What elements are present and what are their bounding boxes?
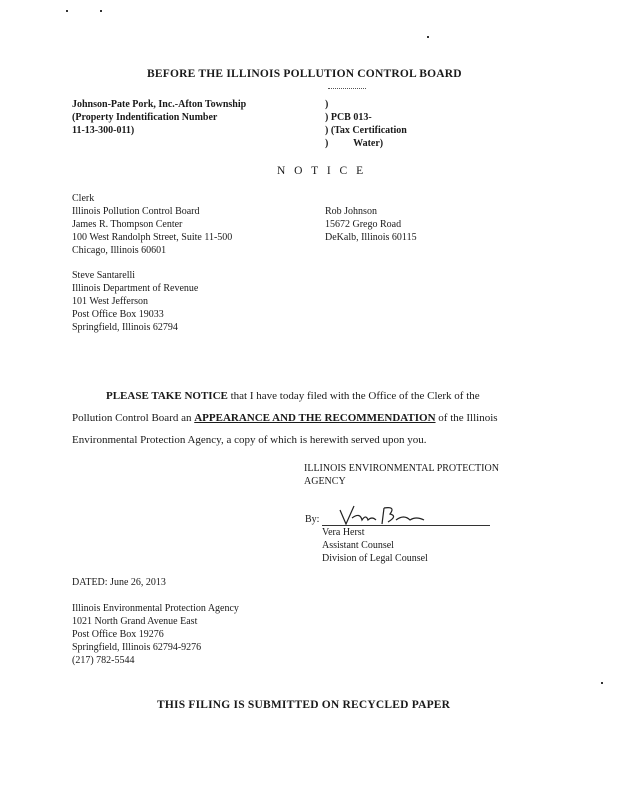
address-line: Chicago, Illinois 60601: [72, 245, 167, 256]
address-line: Post Office Box 19276: [72, 629, 164, 640]
filing-title: APPEARANCE AND THE RECOMMENDATION: [194, 412, 436, 424]
signer-division: Division of Legal Counsel: [322, 553, 428, 564]
scan-speck: [66, 10, 68, 12]
agency-name: AGENCY: [304, 476, 346, 487]
signer-name: Vera Herst: [322, 527, 365, 538]
notice-text: that I have today filed with the Office of the Clerk of the: [227, 390, 480, 402]
caption-right-line: ) (Tax Certification: [325, 125, 407, 136]
address-line: Springfield, Illinois 62794: [72, 322, 178, 333]
address-line: Illinois Department of Revenue: [72, 283, 199, 294]
address-line: Springfield, Illinois 62794-9276: [72, 642, 202, 653]
handwritten-signature: [332, 500, 452, 530]
notice-body-line-1: [106, 390, 480, 402]
address-line: Post Office Box 19033: [72, 309, 164, 320]
notice-text: Pollution Control Board an: [72, 412, 195, 424]
by-label: By:: [305, 514, 320, 525]
recycled-paper-footer: THIS FILING IS SUBMITTED ON RECYCLED PAPER: [157, 699, 451, 711]
address-line: (217) 782-5544: [72, 655, 135, 666]
address-line: James R. Thompson Center: [72, 219, 183, 230]
caption-left-line: 11-13-300-011): [72, 125, 135, 136]
caption-left-line: (Property Indentification Number: [72, 112, 218, 123]
address-line: Illinois Pollution Control Board: [72, 206, 200, 217]
notice-body-line-2: [72, 412, 498, 424]
address-line: Illinois Environmental Protection Agency: [72, 603, 239, 614]
caption-right-line: ) Water): [325, 138, 384, 149]
address-line: Rob Johnson: [325, 206, 377, 217]
notice-lead: PLEASE TAKE NOTICE: [106, 390, 228, 402]
document-title: BEFORE THE ILLINOIS POLLUTION CONTROL BOARD: [147, 68, 462, 80]
scan-speck: [601, 682, 603, 684]
notice-body-line-3: Environmental Protection Agency, a copy of which is herewith served upon you.: [72, 434, 427, 446]
notice-text: of the Illinois: [435, 412, 498, 424]
caption-left-line: Johnson-Pate Pork, Inc.-Afton Township: [72, 99, 247, 110]
caption-right-line: ) PCB 013-: [325, 112, 372, 123]
dated-line: DATED: June 26, 2013: [72, 577, 166, 588]
address-line: 1021 North Grand Avenue East: [72, 616, 198, 627]
scan-speck: [427, 36, 429, 38]
notice-heading: N O T I C E: [277, 165, 367, 177]
caption-dots: [328, 88, 366, 89]
agency-name: ILLINOIS ENVIRONMENTAL PROTECTION: [304, 463, 499, 474]
address-line: DeKalb, Illinois 60115: [325, 232, 417, 243]
address-line: Steve Santarelli: [72, 270, 136, 281]
address-line: Clerk: [72, 193, 95, 204]
address-line: 100 West Randolph Street, Suite 11-500: [72, 232, 233, 243]
caption-right-line: ): [325, 99, 329, 110]
address-line: 15672 Grego Road: [325, 219, 402, 230]
scan-speck: [100, 10, 102, 12]
address-line: 101 West Jefferson: [72, 296, 149, 307]
signer-title: Assistant Counsel: [322, 540, 394, 551]
